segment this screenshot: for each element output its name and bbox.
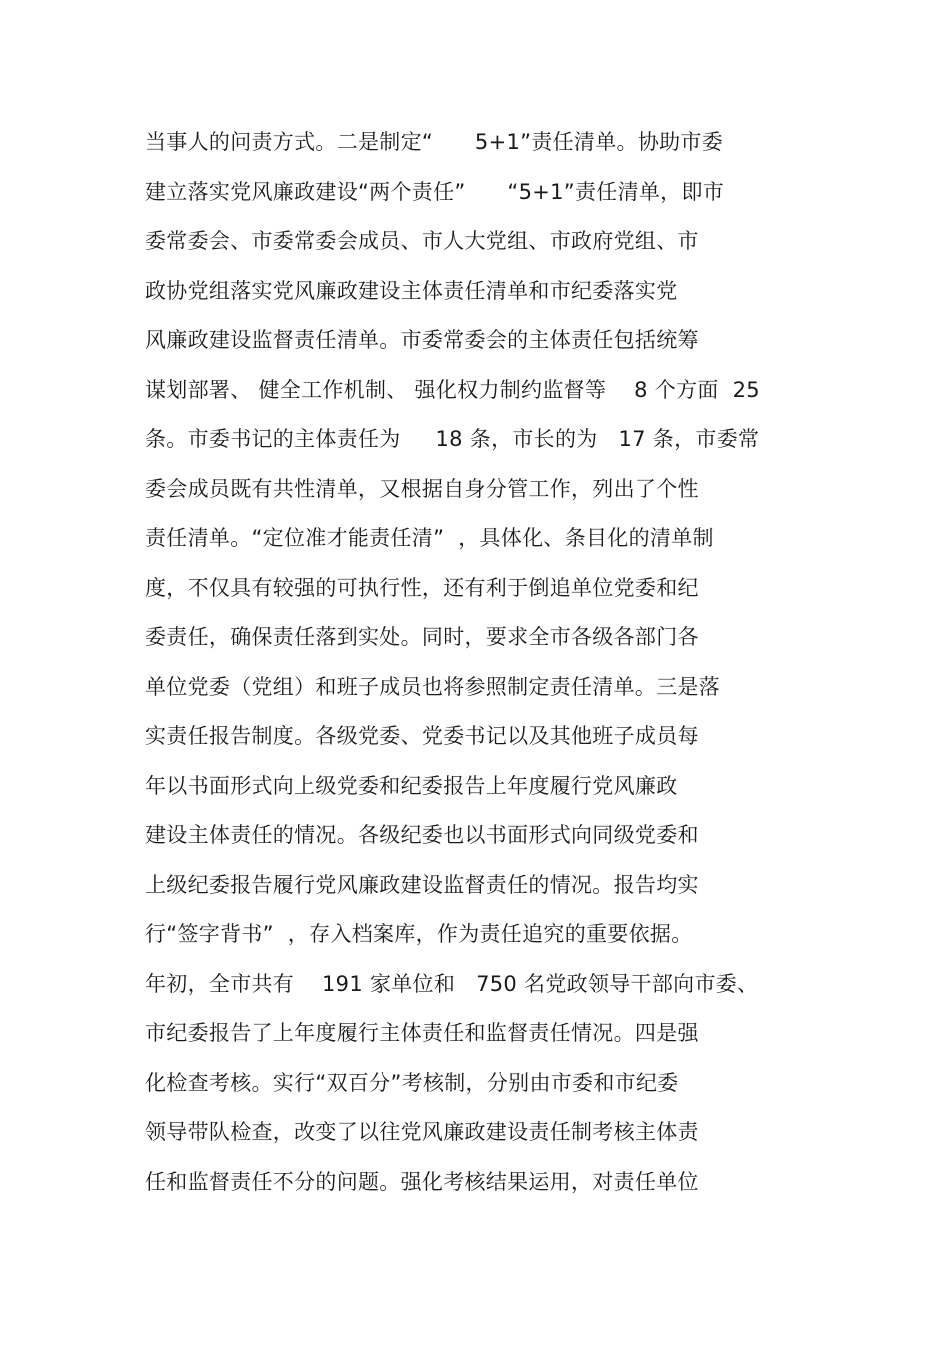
text-line: 市纪委报告了上年度履行主体责任和监督责任情况。四是强 — [145, 1021, 699, 1045]
text-line: 实责任报告制度。各级党委、党委书记以及其他班子成员每 — [145, 724, 699, 748]
text-line: 年以书面形式向上级党委和纪委报告上年度履行党风廉政 — [145, 773, 678, 798]
text-line: 条。市委书记的主体责任为 18 条，市长的为 17 条，市委常 — [145, 427, 760, 451]
text-line: 度，不仅具有较强的可执行性，还有利于倒追单位党委和纪 — [145, 575, 699, 600]
text-line: 当事人的问责方式。二是制定“ 5+1”责任清单。协助市委 — [145, 130, 724, 154]
text-line: 风廉政建设监督责任清单。市委常委会的主体责任包括统筹 — [145, 328, 699, 352]
text-line: 建立落实党风廉政建设“两个责任” “5+1”责任清单，即市 — [145, 179, 725, 204]
text-line: 年初，全市共有 191 家单位和 750 名党政领导干部向市委、 — [145, 971, 759, 996]
text-line: 建设主体责任的情况。各级纪委也以书面形式向同级党委和 — [145, 823, 699, 847]
text-line: 谋划部署、 健全工作机制、 强化权力制约监督等 8 个方面 25 — [145, 377, 760, 402]
text-line: 化检查考核。实行“双百分”考核制，分别由市委和市纪委 — [145, 1070, 679, 1095]
text-line: 委会成员既有共性清单，又根据自身分管工作，列出了个性 — [145, 476, 699, 501]
text-line: 单位党委（党组）和班子成员也将参照制定责任清单。三是落 — [145, 674, 721, 699]
text-line: 委常委会、市委常委会成员、市人大党组、市政府党组、市 — [145, 229, 699, 253]
text-line: 委责任，确保责任落到实处。同时，要求全市各级各部门各 — [145, 625, 699, 649]
text-line: 上级纪委报告履行党风廉政建设监督责任的情况。报告均实 — [145, 872, 699, 897]
text-line: 责任清单。“定位准才能责任清” ，具体化、条目化的清单制 — [145, 526, 714, 550]
body-text — [145, 118, 835, 1207]
text-line: 领导带队检查，改变了以往党风廉政建设责任制考核主体责 — [145, 1120, 699, 1144]
text-line: 任和监督责任不分的问题。强化考核结果运用，对责任单位 — [145, 1169, 699, 1194]
text-line: 政协党组落实党风廉政建设主体责任清单和市纪委落实党 — [145, 278, 678, 303]
text-line: 行“签字背书” ，存入档案库，作为责任追究的重要依据。 — [145, 922, 693, 946]
